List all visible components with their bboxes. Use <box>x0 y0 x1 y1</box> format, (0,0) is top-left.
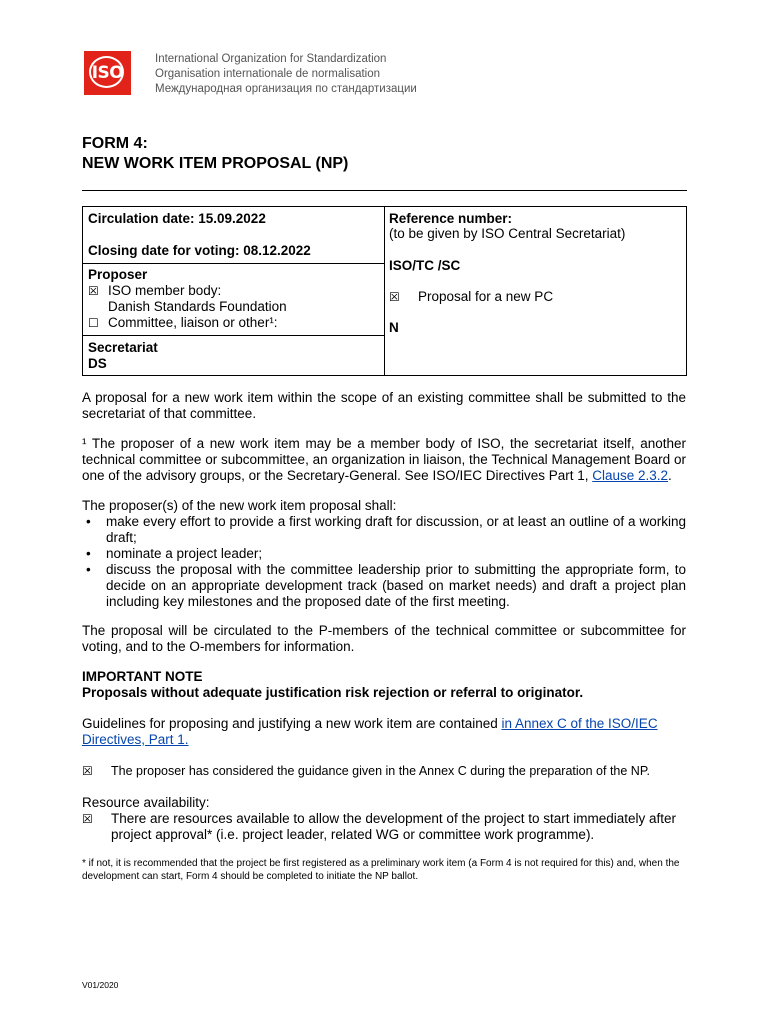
iso-tc-sc: ISO/TC /SC <box>389 258 461 273</box>
annex-c-link[interactable]: in Annex C of the ISO/IEC Directives, Part 1. <box>82 716 658 747</box>
page-header <box>84 51 684 97</box>
proposer-label: Proposer <box>88 267 148 282</box>
annex-c-confirmation-text: The proposer has considered the guidance given in the Annex C during the preparation of the NP. <box>111 764 651 778</box>
resource-availability-label: Resource availability: <box>82 795 210 810</box>
scope-paragraph: A proposal for a new work item within the scope of an existing committee shall be submitted to the secretariat of that committee. <box>82 390 686 421</box>
committee-label: Committee, liaison or other¹: <box>108 315 278 330</box>
form-title <box>82 134 348 174</box>
closing-date: Closing date for voting: 08.12.2022 <box>88 243 311 258</box>
new-pc-option[interactable] <box>389 289 553 305</box>
proposer-footnote-paragraph: ¹ The proposer of a new work item may be a member body of ISO, the secretariat itself, another technical committee or subcommittee, an organization in liaison, the Technical Management Board or one of the advisory groups, or the Secretary-General. See ISO/IEC Directives Part 1, Clause 2.3.2. <box>82 436 686 483</box>
version-label: V01/2020 <box>82 980 119 990</box>
important-note-text: Proposals without adequate justification risk rejection or referral to originator. <box>82 685 584 700</box>
committee-option[interactable] <box>88 315 278 331</box>
resource-availability-text: There are resources available to allow the development of the project to start immediately after project approval* (i.e. project leader, related WG or committee work programme). <box>111 811 677 842</box>
annex-c-confirmation <box>82 763 686 779</box>
proposal-info-table <box>82 206 687 376</box>
form-name: NEW WORK ITEM PROPOSAL (NP) <box>82 155 349 172</box>
checked-checkbox-icon[interactable]: ☒ <box>389 290 400 304</box>
obligations-intro: The proposer(s) of the new work item proposal shall: <box>82 498 397 513</box>
secretariat-value: DS <box>88 356 107 371</box>
member-body-name: Danish Standards Foundation <box>108 299 287 314</box>
org-name-ru: Международная организация по стандартизации <box>155 83 417 95</box>
obligations-list <box>82 514 686 610</box>
list-item: • make every effort to provide a first working draft for discussion, or at least an outline of a working draft; <box>82 514 686 546</box>
resource-footnote: * if not, it is recommended that the project be first registered as a preliminary work item (a Form 4 is not required for this) and, when the development can start, Form 4 should be completed to initiate the NP ballot. <box>82 858 680 882</box>
reference-number-note: (to be given by ISO Central Secretariat) <box>389 226 626 241</box>
reference-number-label: Reference number: <box>389 211 513 226</box>
important-note-label: IMPORTANT NOTE <box>82 669 203 684</box>
org-name-fr: Organisation internationale de normalisation <box>155 68 381 80</box>
guidelines-paragraph: Guidelines for proposing and justifying a new work item are contained in Annex C of the ISO/IEC Directives, Part 1. <box>82 716 658 747</box>
new-pc-label: Proposal for a new PC <box>418 289 554 304</box>
iso-logo: ISO <box>84 51 131 95</box>
checked-checkbox-icon[interactable]: ☒ <box>88 284 99 298</box>
resource-availability-confirmation <box>82 811 686 843</box>
form-number: FORM 4: <box>82 135 148 152</box>
title-divider <box>82 190 687 191</box>
list-item: • discuss the proposal with the committee leadership prior to submitting the appropriate form, to decide on an appropriate development track (based on market needs) and draft a project plan including key milestones and the proposed date of the first meeting. <box>82 562 686 610</box>
unchecked-checkbox-icon[interactable]: ☐ <box>88 316 99 330</box>
n-number-label: N <box>389 320 399 335</box>
circulation-paragraph: The proposal will be circulated to the P-members of the technical committee or subcommittee for voting, and to the O-members for information. <box>82 623 686 654</box>
checked-checkbox-icon[interactable]: ☒ <box>82 764 93 778</box>
iso-member-label: ISO member body: <box>108 283 222 298</box>
list-item: • nominate a project leader; <box>82 546 686 562</box>
clause-link[interactable]: Clause 2.3.2 <box>592 468 669 483</box>
iso-member-option[interactable] <box>88 283 221 299</box>
organization-names <box>155 52 417 97</box>
checked-checkbox-icon[interactable]: ☒ <box>82 812 93 826</box>
circulation-date: Circulation date: 15.09.2022 <box>88 211 266 226</box>
secretariat-label: Secretariat <box>88 340 158 355</box>
org-name-en: International Organization for Standardization <box>155 53 387 65</box>
